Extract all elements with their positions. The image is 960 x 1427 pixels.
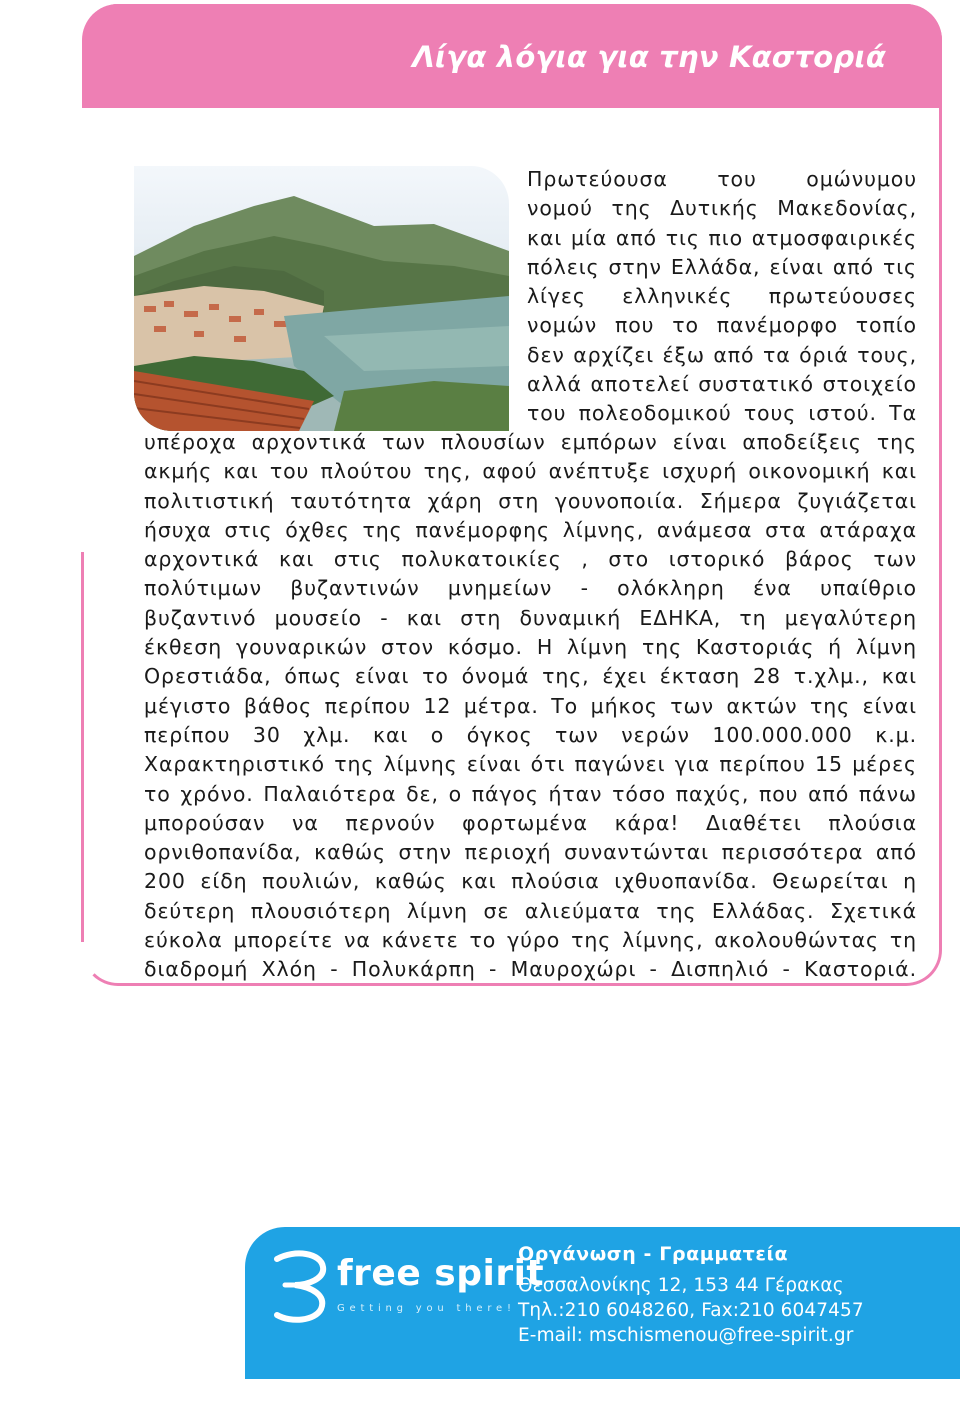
article-intro xyxy=(527,165,917,429)
article-line: ήσυχα στις όχθες της πανέμορφης λίμνης, ανάμεσα στα ατάραχα xyxy=(144,517,917,542)
article-line: λίγες ελληνικές πρωτεύουσες xyxy=(527,284,917,309)
article-line: έκθεση γουναρικών στον κόσμο. Η λίμνη της Καστοριάς ή λίμνη xyxy=(144,635,917,660)
article-body xyxy=(144,428,917,985)
article-line: Χαρακτηριστικό της λίμνης είναι ότι παγώνει για περίπου 15 μέρες xyxy=(144,752,917,777)
logo-tagline: Getting you there! xyxy=(337,1303,516,1314)
article-line: το χρόνο. Παλαιότερα δε, ο πάγος ήταν τόσο παχύς, που από πάνω xyxy=(144,781,917,806)
landscape-photo-icon xyxy=(134,166,509,431)
article-line: του πολεοδομικού τους ιστού. Τα xyxy=(527,401,917,426)
article-line: εύκολα μπορείτε να κάνετε το γύρο της λίμνης, ακολουθώντας τη xyxy=(144,928,917,953)
org-title: Οργάνωση - Γραμματεία xyxy=(518,1243,789,1265)
article-line: Πρωτεύουσα του ομώνυμου xyxy=(527,167,917,191)
article-line: δεύτερη πλουσιότερη λίμνη σε αλιεύματα της Ελλάδας. Σχετικά xyxy=(144,898,917,923)
phone: Τηλ.:210 6048260, Fax:210 6047457 xyxy=(518,1300,864,1321)
header-band xyxy=(82,4,942,108)
article-line: περίπου 30 χλμ. και ο όγκος των νερών 100.000.000 κ.μ. xyxy=(144,722,917,747)
article-line: ορνιθοπανίδα, καθώς στην περιοχή συναντώνται περισσότερα από xyxy=(144,840,917,865)
article-line: 200 είδη πουλιών, καθώς και πλούσια ιχθυοπανίδα. Θεωρείται η xyxy=(144,869,917,894)
article-line: και μία από τις πιο ατμοσφαιρικές xyxy=(527,225,917,250)
article-line: βυζαντινό μουσείο - και στη δυναμική ΕΔΗΚΑ, τη μεγαλύτερη xyxy=(144,605,917,630)
article-line: αλλά αποτελεί συστατικό στοιχείο xyxy=(527,372,917,397)
article-line: αρχοντικά και στις πολυκατοικίες , στο ιστορικό βάρος των xyxy=(144,547,917,572)
frame-gap xyxy=(78,110,88,550)
article-line: νομών που το πανέμορφο τοπίο xyxy=(527,313,917,338)
email-link[interactable]: E-mail: mschismenou@free-spirit.gr xyxy=(518,1325,854,1346)
logo-name: free spirit xyxy=(337,1253,545,1294)
article-line: πολύτιμων βυζαντινών μνημείων - ολόκληρη ένα υπαίθριο xyxy=(144,576,917,601)
article-line: πόλεις στην Ελλάδα, είναι από τις xyxy=(527,254,917,279)
article-line: Ορεστιάδα, όπως είναι το όνομά της, έχει έκταση 28 τ.χλμ., και xyxy=(144,664,917,689)
article-line: μέγιστο βάθος περίπου 12 μέτρα. Το μήκος των ακτών της είναι xyxy=(144,693,917,718)
swirl-logo-icon xyxy=(271,1245,335,1325)
address: Θεσσαλονίκης 12, 153 44 Γέρακας xyxy=(518,1275,844,1296)
footer-contact xyxy=(245,1227,960,1379)
page-title: Λίγα λόγια για την Καστοριά xyxy=(412,40,886,74)
article-line: πολιτιστική ταυτότητα χάρη στη γουνοποιία. Σήμερα ζυγιάζεται xyxy=(144,488,917,513)
article-line: μπορούσαν να περνούν φορτωμένα κάρα! Διαθέτει πλούσια xyxy=(144,810,917,835)
frame-left-accent xyxy=(81,552,84,942)
article-line: διαδρομή Χλόη - Πολυκάρπη - Μαυροχώρι - Δισπηλιό - Καστοριά. xyxy=(144,957,917,982)
article-line: δεν αρχίζει έξω από τα όριά τους, xyxy=(527,342,917,367)
kastoria-photo xyxy=(134,166,509,431)
article-line: υπέροχα αρχοντικά των πλουσίων εμπόρων είναι αποδείξεις της xyxy=(144,430,917,454)
article-line: ακμής και του πλούτου της, αφού ανέπτυξε ισχυρή οικονομική και xyxy=(144,459,917,484)
article-line: νομού της Δυτικής Μακεδονίας, xyxy=(527,196,917,221)
